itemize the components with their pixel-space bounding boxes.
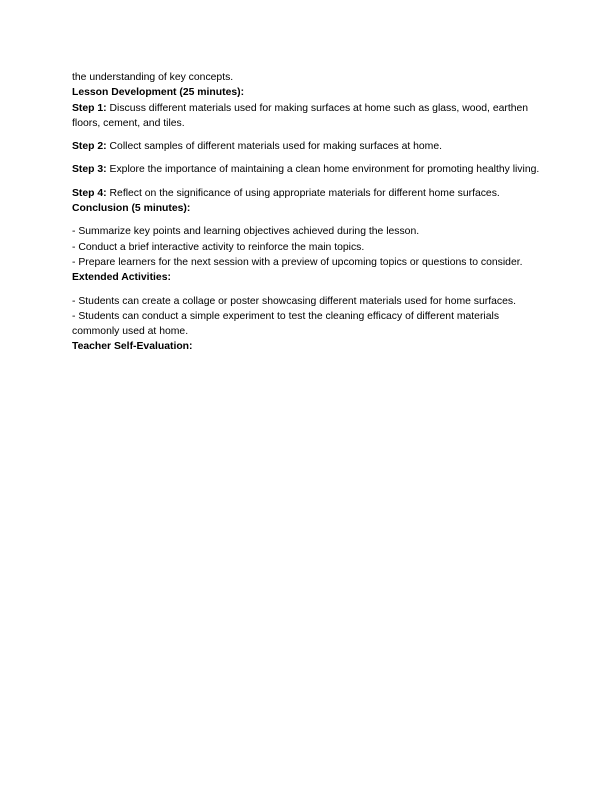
step-text: Explore the importance of maintaining a clean home environment for promoting healthy living. (106, 164, 540, 176)
step-label: Step 3: (72, 164, 107, 176)
list-item: - Students can create a collage or poster showcasing different materials used for home surfaces. (72, 295, 516, 307)
step-4 (72, 186, 542, 201)
list-item: - Prepare learners for the next session with a preview of upcoming topics or questions to consider. (72, 256, 523, 268)
step-text: Reflect on the significance of using appropriate materials for different home surfaces. (106, 187, 500, 199)
step-2 (72, 139, 542, 154)
lesson-development-heading: Lesson Development (25 minutes): (72, 87, 245, 99)
teacher-self-evaluation-heading: Teacher Self-Evaluation: (72, 341, 193, 353)
intro-fragment: the understanding of key concepts. (72, 72, 234, 83)
extended-activities-list (72, 294, 542, 340)
document-page (72, 70, 542, 355)
conclusion-heading: Conclusion (5 minutes): (72, 203, 191, 215)
extended-activities-section (72, 270, 542, 339)
step-3 (72, 162, 542, 177)
step-text: Collect samples of different materials used for making surfaces at home. (106, 141, 443, 153)
step-text: Discuss different materials used for making surfaces at home such as glass, wood, earthen floors, cement, and tiles. (72, 102, 529, 129)
teacher-self-evaluation-section (72, 339, 542, 354)
conclusion-section (72, 201, 542, 270)
step-label: Step 1: (72, 102, 107, 114)
conclusion-list (72, 224, 542, 270)
lesson-development-section (72, 85, 542, 201)
step-label: Step 2: (72, 141, 107, 153)
list-item: - Conduct a brief interactive activity to reinforce the main topics. (72, 241, 365, 253)
list-item: - Students can conduct a simple experiment to test the cleaning efficacy of different materials commonly used at home. (72, 310, 500, 338)
step-1 (72, 101, 542, 132)
list-item: - Summarize key points and learning objectives achieved during the lesson. (72, 226, 420, 238)
step-label: Step 4: (72, 187, 107, 199)
extended-activities-heading: Extended Activities: (72, 272, 171, 284)
